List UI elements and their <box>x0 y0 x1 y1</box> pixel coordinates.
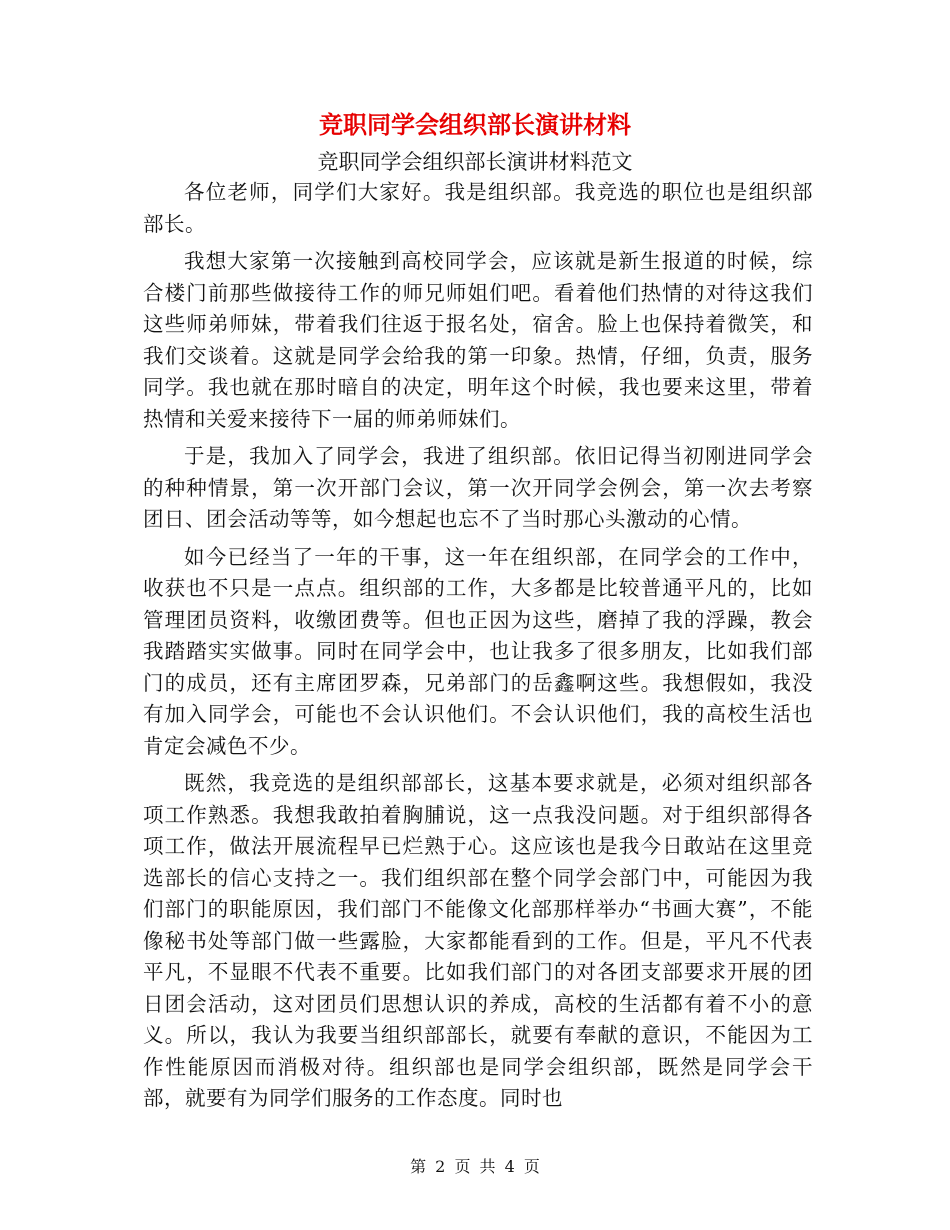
document-subtitle: 竞职同学会组织部长演讲材料范文 <box>317 150 633 174</box>
paragraph-5: 既然，我竞选的是组织部部长，这基本要求就是，必须对组织部各项工作熟悉。我想我敢拍着胸脯说，这一点我没问题。对于组织部得各项工作，做法开展流程早已烂熟于心。这应该也是我今日敢站在这里竞选部长的信心支持之一。我们组织部在整个同学会部门中，可能因为我们部门的职能原因，我们部门不能像文化部那样举办“书画大赛”，不能像秘书处等部门做一些露脸，大家都能看到的工作。但是，平凡不代表平凡，不显眼不代表不重要。比如我们部门的对各团支部要求开展的团日团会活动，这对团员们思想认识的养成，高校的生活都有着不小的意义。所以，我认为我要当组织部部长，就要有奉献的意识，不能因为工作性能原因而消极对待。组织部也是同学会组织部，既然是同学会干部，就要有为同学们服务的工作态度。同时也 <box>143 771 813 1110</box>
page-footer: 第 2 页 共 4 页 <box>410 1157 540 1176</box>
paragraph-1: 各位老师，同学们大家好。我是组织部。我竞选的职位也是组织部部长。 <box>143 180 813 236</box>
document-title: 竞职同学会组织部长演讲材料 <box>319 110 631 139</box>
document-body <box>143 177 813 1121</box>
paragraph-3: 于是，我加入了同学会，我进了组织部。依旧记得当初刚进同学会的种种情景，第一次开部门会议，第一次开同学会例会，第一次去考察团日、团会活动等等，如今想起也忘不了当时那心头激动的心情。 <box>143 444 813 531</box>
paragraph-2: 我想大家第一次接触到高校同学会，应该就是新生报道的时候，综合楼门前那些做接待工作的师兄师姐们吧。看着他们热情的对待这我们这些师弟师妹，带着我们往返于报名处，宿舍。脸上也保持着微笑，和我们交谈着。这就是同学会给我的第一印象。热情，仔细，负责，服务同学。我也就在那时暗自的决定，明年这个时候，我也要来这里，带着热情和关爱来接待下一届的师弟师妹们。 <box>143 249 813 431</box>
paragraph-4: 如今已经当了一年的干事，这一年在组织部，在同学会的工作中，收获也不只是一点点。组织部的工作，大多都是比较普通平凡的，比如管理团员资料，收缴团费等。但也正因为这些，磨掉了我的浮躁，教会我踏踏实实做事。同时在同学会中，也让我多了很多朋友，比如我们部门的成员，还有主席团罗森，兄弟部门的岳鑫啊这些。我想假如，我没有加入同学会，可能也不会认识他们。不会认识他们，我的高校生活也肯定会减色不少。 <box>143 544 813 758</box>
